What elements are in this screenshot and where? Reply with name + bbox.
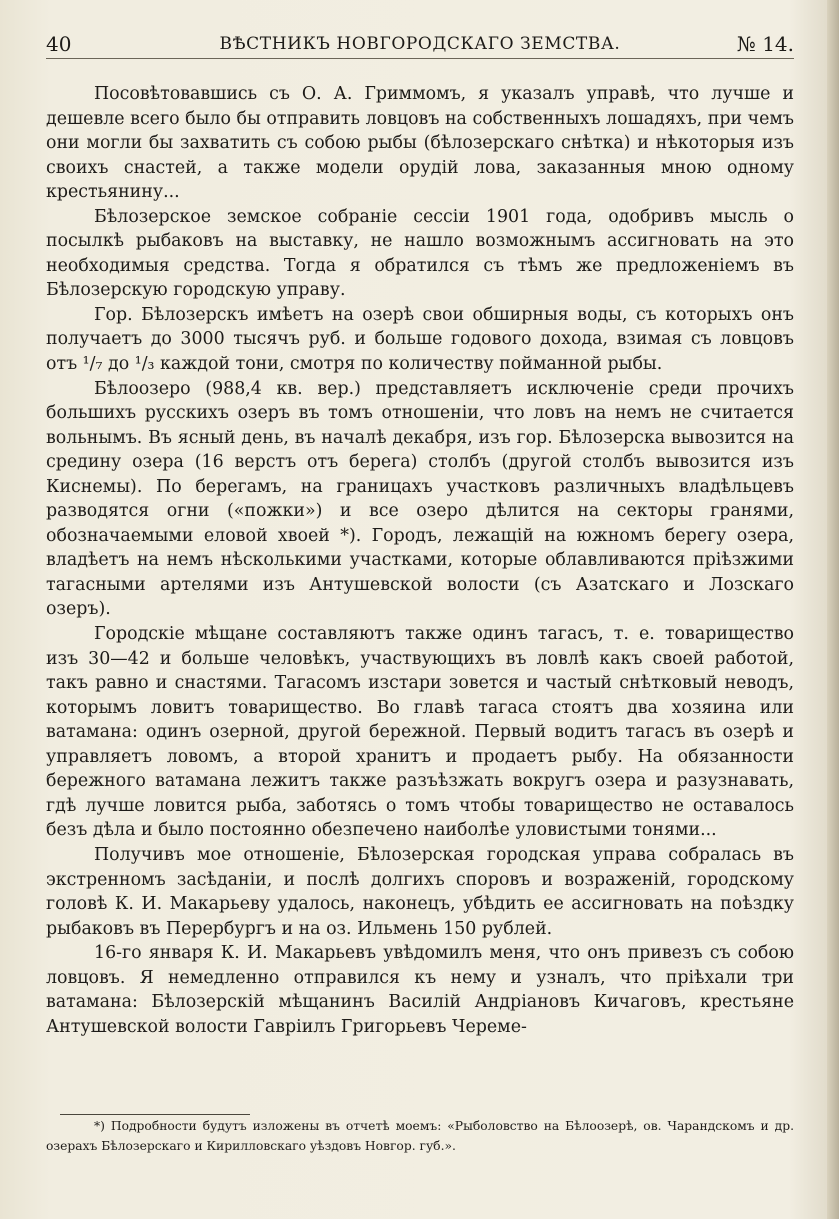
paragraph-1: Посовѣтовавшись съ О. А. Гриммомъ, я указалъ управѣ, что лучше и дешевле всего было бы отправить ловцовъ на собственныхъ лошадяхъ, при чемъ они могли бы захватить съ собою рыбы (бѣлозерскаго снѣтка) и нѣкоторыя изъ своихъ снастей, а также модели орудій лова, заказанныя мною одному крестьянину...: [46, 84, 794, 203]
page-edge-shadow: [827, 0, 839, 1219]
paragraph-3: Гор. Бѣлозерскъ имѣетъ на озерѣ свои обширныя воды, съ которыхъ онъ получаетъ до 3000 тысячъ руб. и больше годового дохода, взимая съ ловцовъ отъ ¹/₇ до ¹/₃ каждой тони, смотря по количеству пойманной рыбы.: [46, 304, 794, 375]
header-rule: [46, 58, 794, 59]
journal-title: ВѢСТНИКЪ НОВГОРОДСКАГО ЗЕМСТВА.: [219, 34, 621, 54]
paragraph-5: Городскіе мѣщане составляютъ также одинъ тагасъ, т. е. товарищество изъ 30—42 и больше человѣкъ, участвующихъ въ ловлѣ какъ своей работой, такъ равно и снастями. Тагасомъ изстари зовется и частый снѣтковый неводъ, которымъ ловитъ товарищество. Во главѣ тагаса стоятъ два хозяина или ватамана: одинъ озерной, другой бережной. Первый водитъ тагасъ въ озерѣ и управляетъ ловомъ, а второй хранитъ и продаетъ рыбу. На обязанности бережного ватамана лежитъ также разъѣзжать вокругъ озера и разузнавать, гдѣ лучше ловится рыба, заботясь о томъ чтобы товарищество не оставалось безъ дѣла и было постоянно обезпечено наиболѣе уловистыми тонями...: [46, 624, 794, 841]
page-number: 40: [46, 32, 72, 56]
body-text: [46, 82, 794, 1039]
running-header: [46, 30, 794, 60]
paragraph-2: Бѣлозерское земское собраніе сессіи 1901 года, одобривъ мысль о посылкѣ рыбаковъ на выставку, не нашло возможнымъ ассигновать на это необходимыя средства. Тогда я обратился съ тѣмъ же предложеніемъ въ Бѣлозерскую городскую управу.: [46, 206, 794, 301]
footnote-rule: [60, 1114, 250, 1115]
footnote: *) Подробности будутъ изложены въ отчетѣ моемъ: «Рыболовство на Бѣлоозерѣ, ов. Чарандскомъ и др. озерахъ Бѣлозерскаго и Кирилловскаго уѣздовъ Новгор. губ.».: [46, 1119, 794, 1153]
paragraph-4: Бѣлоозеро (988,4 кв. вер.) представляетъ исключеніе среди прочихъ большихъ русскихъ озеръ въ томъ отношеніи, что ловъ на немъ не считается вольнымъ. Въ ясный день, въ началѣ декабря, изъ гор. Бѣлозерска вывозится на средину озера (16 верстъ отъ берега) столбъ (другой столбъ вывозится изъ Киснемы). По берегамъ, на границахъ участковъ различныхъ владѣльцевъ разводятся огни («пожки») и все озеро дѣлится на секторы гранями, обозначаемыми еловой хвоей *). Городъ, лежащій на южномъ берегу озера, владѣетъ на немъ нѣсколькими участками, которые облавливаются пріѣзжими тагасными артелями изъ Антушевской волости (съ Азатскаго и Лозскаго озеръ).: [46, 378, 794, 620]
issue-number: № 14.: [736, 32, 794, 56]
paragraph-7: 16-го января К. И. Макарьевъ увѣдомилъ меня, что онъ привезъ съ собою ловцовъ. Я немедленно отправился къ нему и узналъ, что пріѣхали три ватамана: Бѣлозерскій мѣщанинъ Василій Андріановъ Кичаговъ, крестьяне Антушевской волости Гавріилъ Григорьевъ Череме-: [46, 943, 794, 1037]
paragraph-6: Получивъ мое отношеніе, Бѣлозерская городская управа собралась въ экстренномъ засѣданіи, и послѣ долгихъ споровъ и возраженій, городскому головѣ К. И. Макарьеву удалось, наконецъ, убѣдить ее ассигновать на поѣздку рыбаковъ въ Перербургъ и на оз. Ильмень 150 рублей.: [46, 844, 794, 939]
